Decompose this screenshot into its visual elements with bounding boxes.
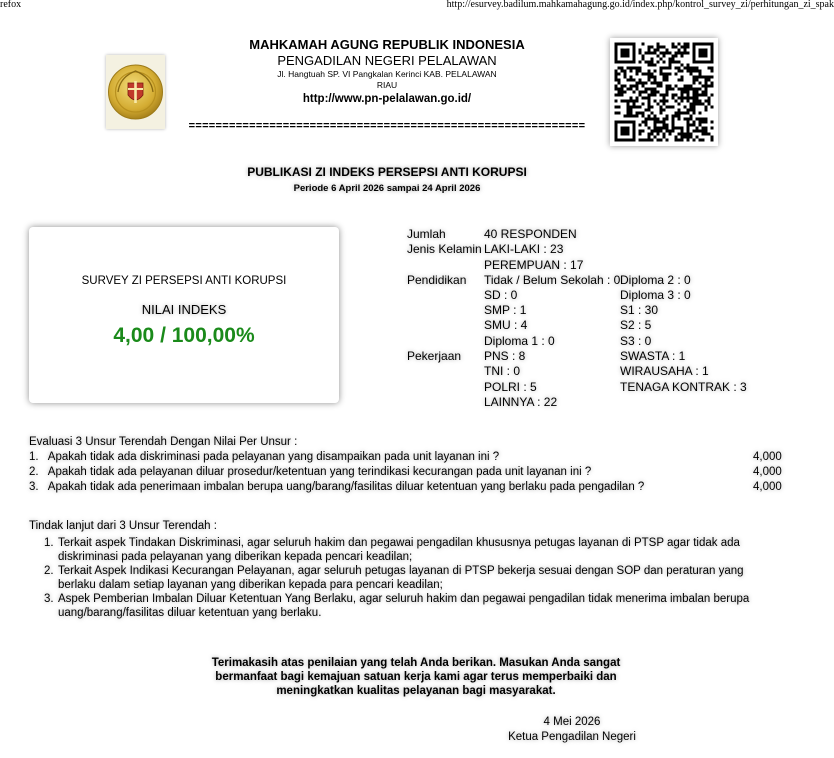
card-index-label: NILAI INDEKS [141, 302, 227, 317]
stat-education-label: Pendidikan [407, 273, 467, 287]
address-line1: Jl. Hangtuah SP. VI Pangkalan Kerinci KAB. PELALAWAN [277, 69, 497, 79]
card-index-value: 4,00 / 100,00% [113, 324, 255, 347]
stat-edu-item: Tidak / Belum Sekolah : 0 [484, 273, 621, 287]
signer-title: Ketua Pengadilan Negeri [508, 731, 636, 743]
stat-edu-item: S1 : 30 [620, 303, 659, 317]
evaluation-item-text: Apakah tidak ada diskriminasi pada pelayanan yang disampaikan pada unit layanan ini ? [47, 451, 500, 463]
stat-job-item: WIRAUSAHA : 1 [620, 364, 709, 378]
followup-item-number: 2. [44, 565, 54, 577]
followup-item-number: 3. [44, 593, 54, 605]
stat-job-item: LAINNYA : 22 [484, 395, 558, 409]
stat-edu-item: SD : 0 [484, 288, 518, 302]
org-name-line2: PENGADILAN NEGERI PELALAWAN [277, 53, 497, 68]
stat-jumlah-label: Jumlah [407, 227, 446, 241]
browser-title-fragment: refox [0, 0, 22, 10]
address-line2: RIAU [376, 80, 398, 90]
browser-url: http://esurvey.badilum.mahkamahagung.go.id/index.php/kontrol_survey_zi/perhitungan_zi_spak [446, 0, 834, 10]
court-logo [106, 55, 165, 129]
stat-edu-item: Diploma 1 : 0 [484, 334, 555, 348]
evaluation-item-score: 4,000 [753, 451, 782, 463]
stat-gender-male: LAKI-LAKI : 23 [484, 242, 564, 256]
followup-title: Tindak lanjut dari 3 Unsur Terendah : [29, 520, 217, 532]
stat-edu-item: SMP : 1 [484, 303, 527, 317]
court-emblem-icon [106, 55, 165, 129]
stat-job-item: POLRI : 5 [484, 380, 537, 394]
stat-job-item: TNI : 0 [484, 364, 521, 378]
stat-edu-item: S3 : 0 [620, 334, 652, 348]
signature-date: 4 Mei 2026 [543, 716, 601, 728]
stat-job-label: Pekerjaan [407, 349, 462, 363]
index-card [29, 227, 339, 403]
header-rule: =========================================================== [188, 120, 586, 132]
evaluation-item-text: Apakah tidak ada pelayanan diluar prosedur/ketentuan yang terindikasi kecurangan pada unit layanan ini ? [47, 466, 592, 478]
qr-code [610, 38, 718, 146]
stat-jumlah-value: 40 RESPONDEN [484, 227, 577, 241]
followup-item [44, 592, 784, 620]
stat-edu-item: SMU : 4 [484, 318, 528, 332]
stat-edu-item: S2 : 5 [620, 318, 652, 332]
thank-you-message: Terimakasih atas penilaian yang telah Anda berikan. Masukan Anda sangat bermanfaat bagi kemajuan satuan kerja kami agar terus memperbaiki dan meningkatkan kualitas pelayanan bagi masyarakat. [211, 657, 621, 697]
stat-gender-female: PEREMPUAN : 17 [484, 258, 584, 272]
stat-gender-label: Jenis Kelamin [407, 242, 482, 256]
evaluation-title: Evaluasi 3 Unsur Terendah Dengan Nilai Per Unsur : [29, 436, 298, 448]
stat-job-item: SWASTA : 1 [620, 349, 686, 363]
publication-title: PUBLIKASI ZI INDEKS PERSEPSI ANTI KORUPSI [247, 165, 527, 179]
evaluation-item [29, 451, 499, 463]
publication-period: Periode 6 April 2026 sampai 24 April 2026 [293, 183, 481, 194]
website-url: http://www.pn-pelalawan.go.id/ [302, 93, 472, 105]
evaluation-item-text: Apakah tidak ada penerimaan imbalan berupa uang/barang/fasilitas diluar ketentuan yang berlaku pada pengadilan ? [47, 481, 645, 493]
followup-item-number: 1. [44, 537, 54, 549]
stat-job-item: PNS : 8 [484, 349, 526, 363]
evaluation-item-number: 3. [29, 481, 39, 493]
evaluation-item-score: 4,000 [753, 481, 782, 493]
followup-item-text: Terkait Aspek Indikasi Kecurangan Pelayanan, agar seluruh petugas layanan di PTSP bekerja sesuai dengan SOP dan peraturan yang berlaku dalam setiap layanan yang diberikan kepada para pencari keadilan; [58, 565, 744, 591]
followup-item [44, 564, 784, 592]
stat-job-item: TENAGA KONTRAK : 3 [620, 380, 747, 394]
evaluation-item [29, 481, 644, 493]
stat-edu-item: Diploma 3 : 0 [620, 288, 691, 302]
evaluation-item [29, 466, 591, 478]
stat-edu-item: Diploma 2 : 0 [620, 273, 691, 287]
org-name-line1: MAHKAMAH AGUNG REPUBLIK INDONESIA [249, 37, 525, 52]
followup-item-text: Aspek Pemberian Imbalan Diluar Ketentuan Yang Berlaku, agar seluruh hakim dan pegawai pengadilan tidak menerima imbalan berupa uang/barang/fasilitas diluar ketentuan yang berlaku. [58, 593, 750, 619]
card-survey-title: SURVEY ZI PERSEPSI ANTI KORUPSI [81, 275, 287, 287]
qr-code-icon [610, 38, 718, 146]
followup-item [44, 536, 784, 564]
evaluation-item-number: 2. [29, 466, 39, 478]
followup-item-text: Terkait aspek Tindakan Diskriminasi, agar seluruh hakim dan pegawai pengadilan khususnya petugas layanan di PTSP agar tidak ada diskriminasi pada pelayanan yang diberikan kepada pencari keadilan; [58, 537, 740, 563]
evaluation-item-number: 1. [29, 451, 39, 463]
evaluation-item-score: 4,000 [753, 466, 782, 478]
